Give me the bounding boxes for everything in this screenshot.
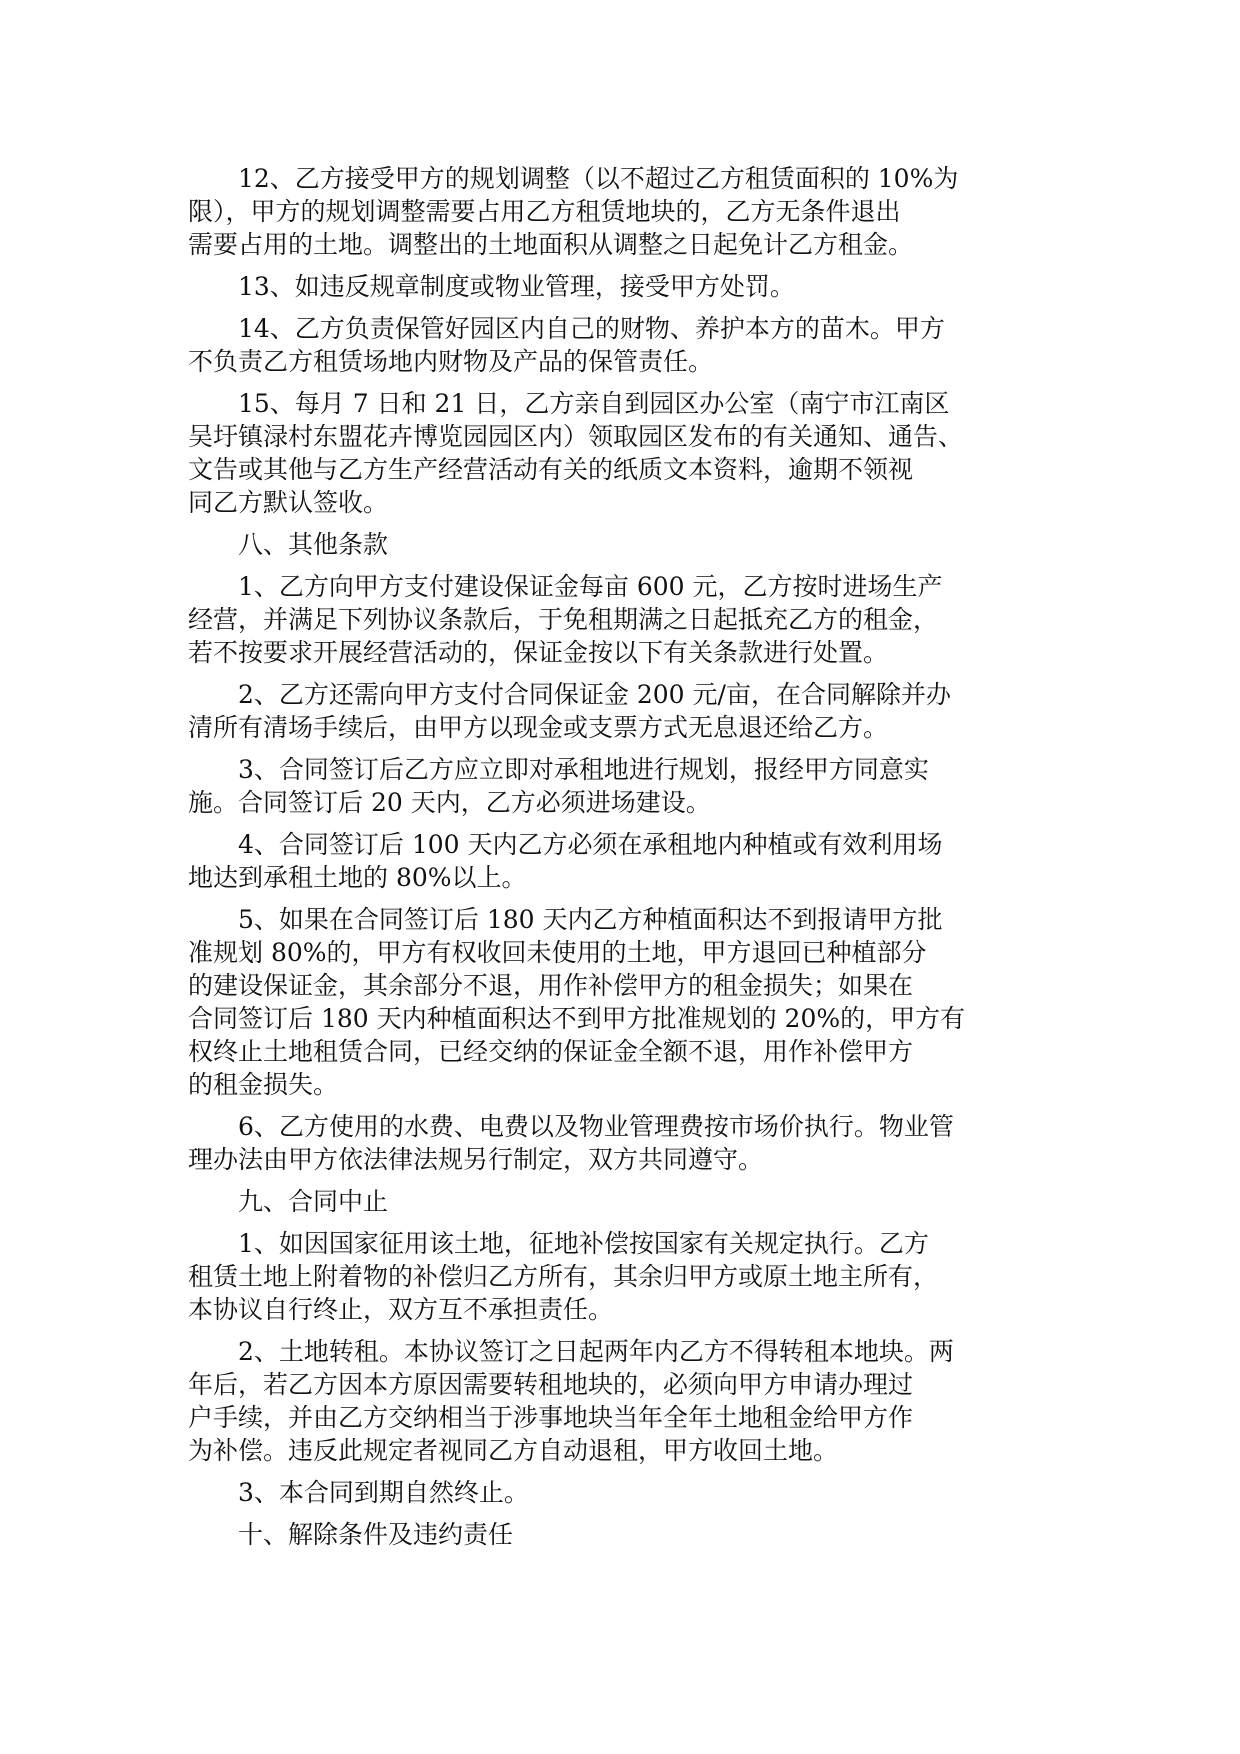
- section9-clause-2: 2、土地转租。本协议签订之日起两年内乙方不得转租本地块。两 年后，若乙方因本方原因需要转租地块的，必须向甲方申请办理过 户手续，并由乙方交纳相当于涉事地块当年全年土地租金给甲方作 为补偿。违反此规定者视同乙方自动退租，甲方收回土地。: [188, 1337, 954, 1465]
- clause-15: 15、每月 7 日和 21 日，乙方亲自到园区办公室（南宁市江南区 吴圩镇渌村东盟花卉博览园园区内）领取园区发布的有关通知、通告、 文告或其他与乙方生产经营活动有关的纸质文本资料，逾期不领视 同乙方默认签收。: [188, 389, 964, 517]
- section8-clause-6: 6、乙方使用的水费、电费以及物业管理费按市场价执行。物业管 理办法由甲方依法律法规另行制定，双方共同遵守。: [188, 1112, 954, 1174]
- section8-clause-5: 5、如果在合同签订后 180 天内乙方种植面积达不到报请甲方批 准规划 80%的，甲方有权收回未使用的土地，甲方退回已种植部分 的建设保证金，其余部分不退，用作补偿甲方的租金损失；如果在 合同签订后 180 天内种植面积达不到甲方批准规划的 20%的，甲方有 权终止土地租赁合同，已经交纳的保证金全额不退，用作补偿甲方 的租金损失。: [188, 905, 966, 1099]
- section9-clause-3: 3、本合同到期自然终止。: [188, 1478, 529, 1507]
- clause-12: 12、乙方接受甲方的规划调整（以不超过乙方租赁面积的 10%为 限），甲方的规划调整需要占用乙方租赁地块的，乙方无条件退出 需要占用的土地。调整出的土地面积从调整之日起免计乙方租金。: [188, 164, 959, 259]
- section8-clause-2: 2、乙方还需向甲方支付合同保证金 200 元/亩，在合同解除并办 清所有清场手续后，由甲方以现金或支票方式无息退还给乙方。: [188, 680, 951, 742]
- section9-clause-1: 1、如因国家征用该土地，征地补偿按国家有关规定执行。乙方 租赁土地上附着物的补偿归乙方所有，其余归甲方或原土地主所有， 本协议自行终止，双方互不承担责任。: [188, 1229, 939, 1324]
- section-heading-9: 九、合同中止: [188, 1187, 389, 1216]
- section-heading-10: 十、解除条件及违约责任: [188, 1520, 514, 1549]
- section8-clause-4: 4、合同签订后 100 天内乙方必须在承租地内种植或有效利用场 地达到承租土地的 80%以上。: [188, 830, 943, 892]
- clause-14: 14、乙方负责保管好园区内自己的财物、养护本方的苗木。甲方 不负责乙方租赁场地内财物及产品的保管责任。: [188, 314, 945, 376]
- section8-clause-3: 3、合同签订后乙方应立即对承租地进行规划，报经甲方同意实 施。合同签订后 20 天内，乙方必须进场建设。: [188, 755, 929, 817]
- clause-13: 13、如违反规章制度或物业管理，接受甲方处罚。: [188, 272, 795, 301]
- document-page: [188, 162, 1058, 1560]
- section8-clause-1: 1、乙方向甲方支付建设保证金每亩 600 元，乙方按时进场生产 经营，并满足下列协议条款后，于免租期满之日起抵充乙方的租金， 若不按要求开展经营活动的，保证金按以下有关条款进行处置。: [188, 572, 943, 667]
- section-heading-8: 八、其他条款: [188, 530, 389, 559]
